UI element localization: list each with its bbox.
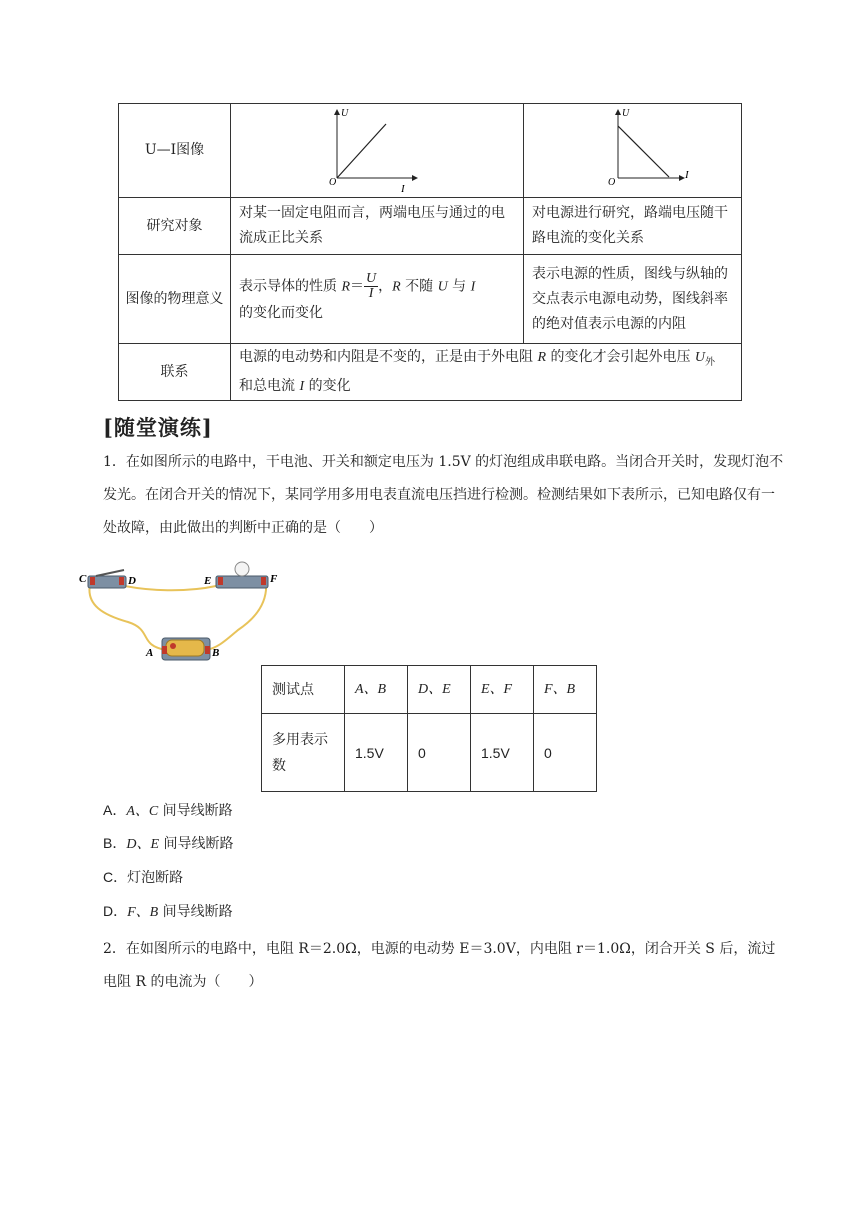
header-test-point: 测试点 xyxy=(262,666,345,714)
option-c[interactable]: C．灯泡断路 xyxy=(103,869,184,886)
circuit-figure xyxy=(78,560,288,665)
switch-lever xyxy=(96,570,124,576)
comparison-table xyxy=(118,103,742,401)
x-axis-label: I xyxy=(685,169,689,181)
header-ab: A、B xyxy=(345,666,408,714)
section-title: [随堂演练] xyxy=(103,415,213,440)
lamp-bulb xyxy=(235,562,249,576)
value-ab: 1.5V xyxy=(345,714,408,792)
wire-f-b xyxy=(206,582,266,650)
option-b[interactable]: B．D、E 间导线断路 xyxy=(103,835,234,852)
question-2-text: 2．在如图所示的电路中，电阻 R＝2.0Ω，电源的电动势 E＝3.0V，内电阻 r＝1.0Ω，闭合开关 S 后，流过电阻 R 的电流为（ ） xyxy=(103,941,776,990)
value-de: 0 xyxy=(408,714,471,792)
option-d[interactable]: D．F、B 间导线断路 xyxy=(103,903,233,920)
resistor-research-object: 对某一固定电阻而言，两端电压与通过的电流成正比关系 xyxy=(231,198,524,255)
source-research-object: 对电源进行研究，路端电压随干路电流的变化关系 xyxy=(524,198,742,255)
label-f: F xyxy=(270,573,278,585)
source-physical-meaning: 表示电源的性质，图线与纵轴的交点表示电源电动势，图线斜率的绝对值表示电源的内阻 xyxy=(524,255,742,344)
row-header-relation: 联系 xyxy=(119,344,231,401)
y-axis-label: U xyxy=(341,108,349,119)
row-header-ui-graph: U—I图像 xyxy=(119,104,231,198)
row-label-reading: 多用表示数 xyxy=(262,714,345,792)
header-de: D、E xyxy=(408,666,471,714)
label-c: C xyxy=(79,573,87,585)
relation-text: 电源的电动势和内阻是不变的，正是由于外电阻 R 的变化才会引起外电压 $U_外$ 和总电流 I 的变化 xyxy=(231,344,742,401)
origin-label: O xyxy=(608,177,616,188)
resistor-ui-graph-cell xyxy=(231,104,524,198)
source-ui-graph-cell xyxy=(524,104,742,198)
resistor-ui-graph xyxy=(231,104,507,197)
value-fb: 0 xyxy=(534,714,597,792)
source-ui-graph xyxy=(524,104,770,197)
label-d: D xyxy=(128,575,136,587)
header-ef: E、F xyxy=(471,666,534,714)
decreasing-line xyxy=(618,126,669,177)
value-ef: 1.5V xyxy=(471,714,534,792)
y-axis-label: U xyxy=(622,108,630,119)
label-e: E xyxy=(204,575,212,587)
header-fb: F、B xyxy=(534,666,597,714)
question-1-text: 1．在如图所示的电路中，干电池、开关和额定电压为 1.5V 的灯泡组成串联电路。当闭合开关时，发现灯泡不发光。在闭合开关的情况下，某同学用多用电表直流电压挡进行检测。检测结果如下表所示，已知电路仅有一处故障，由此做出的判断中正确的是（ ） xyxy=(103,454,784,536)
option-a[interactable]: A．A、C 间导线断路 xyxy=(103,802,233,819)
proportional-line xyxy=(337,124,386,178)
x-axis-label: I xyxy=(401,183,405,195)
origin-label: O xyxy=(329,177,337,188)
row-header-physical-meaning: 图像的物理意义 xyxy=(119,255,231,344)
row-header-research-object: 研究对象 xyxy=(119,198,231,255)
lamp-base xyxy=(216,576,268,588)
wire-c-a xyxy=(89,584,166,650)
label-a: A xyxy=(146,647,154,659)
u-over-i-fraction: $\frac{U}{I}$ xyxy=(366,271,377,301)
label-b: B xyxy=(212,647,220,659)
resistor-physical-meaning: 表示导体的性质 R＝ $\frac{U}{I}$ ，R 不随 U 与 I 的变化而变化 xyxy=(231,255,524,344)
measurement-table xyxy=(261,665,597,792)
